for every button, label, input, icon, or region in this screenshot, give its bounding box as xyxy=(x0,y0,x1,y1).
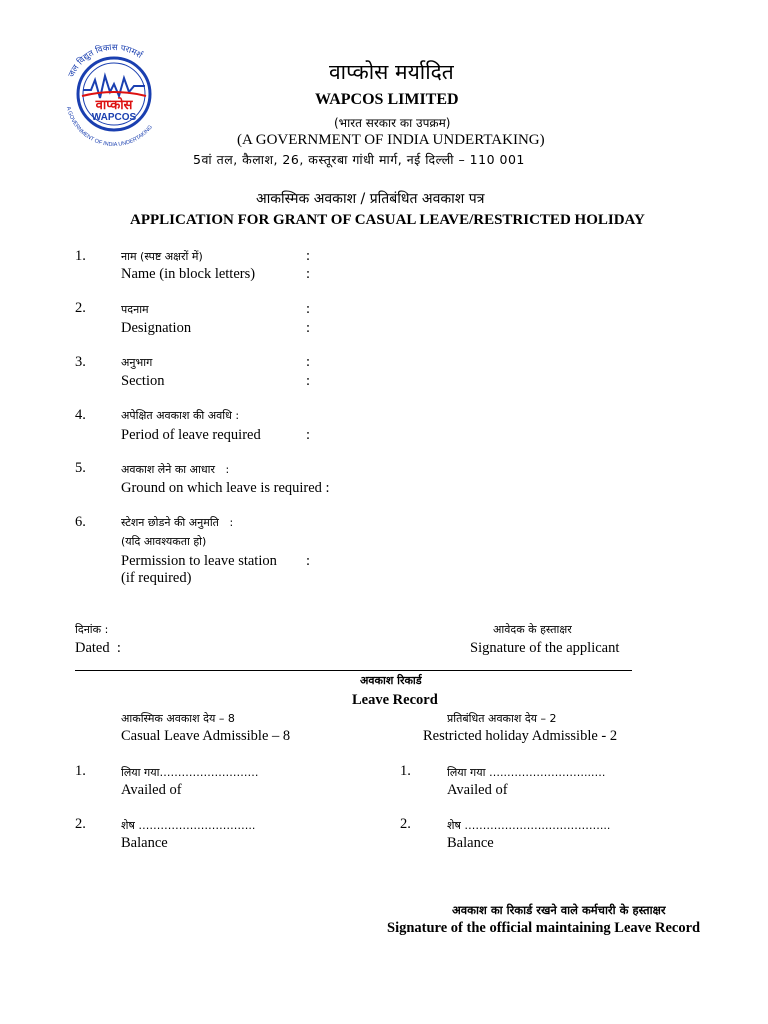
field-colon: : xyxy=(306,266,311,282)
casual-leave-heading: Casual Leave Admissible – 8 xyxy=(121,728,291,744)
field-colon: : xyxy=(306,553,311,569)
casual-balance-hindi: शेष ………………………….. xyxy=(121,819,256,832)
field-label-hindi-note: (यदि आवश्यकता हो) xyxy=(121,535,207,548)
restricted-availed-hindi: लिया गया …..…………………..…. xyxy=(447,766,606,779)
official-signature-hindi: अवकाश का रिकार्ड रखने वाले कर्मचारी के हस्ताक्षर xyxy=(452,903,666,917)
casual-balance-label: Balance xyxy=(121,835,168,851)
field-label-hindi: अनुभाग xyxy=(121,356,153,369)
field-label-ground: Ground on which leave is required : xyxy=(121,480,330,496)
restricted-balance-hindi: शेष ………………….……………... xyxy=(447,819,611,832)
field-label-hindi: स्टेशन छोडने की अनुमति : xyxy=(121,516,234,529)
field-number: 5. xyxy=(75,460,86,476)
org-address: 5वां तल, कैलाश, 26, कस्तूरबा गांधी मार्ग, नई दिल्ली – 110 001 xyxy=(193,152,525,167)
applicant-signature-label: Signature of the applicant xyxy=(470,640,620,656)
logo-top-text: जल विद्युत विकास परामर्श xyxy=(66,42,144,80)
restricted-holiday-heading-hindi: प्रतिबंधित अवकाश देय – 2 xyxy=(447,712,557,725)
org-title-english: WAPCOS LIMITED xyxy=(315,91,459,108)
field-label-permission: Permission to leave station xyxy=(121,553,277,569)
field-label-hindi: अपेक्षित अवकाश की अवधि : xyxy=(121,409,240,422)
wapcos-logo xyxy=(56,36,172,152)
form-heading-english: APPLICATION FOR GRANT OF CASUAL LEAVE/RESTRICTED HOLIDAY xyxy=(130,212,645,228)
item-number: 2. xyxy=(75,816,86,832)
field-colon: : xyxy=(306,427,311,443)
item-number: 1. xyxy=(75,763,86,779)
field-label-permission-note: (if required) xyxy=(121,570,192,586)
logo-bottom-text: A GOVERNMENT OF INDIA UNDERTAKING xyxy=(64,106,154,149)
field-number: 4. xyxy=(75,407,86,423)
restricted-availed-label: Availed of xyxy=(447,782,508,798)
field-number: 2. xyxy=(75,300,86,316)
org-title-hindi: वाप्कोस मर्यादित xyxy=(329,60,454,84)
field-label-hindi: अवकाश लेने का आधार : xyxy=(121,463,230,476)
casual-availed-hindi: लिया गया……………………… xyxy=(121,766,259,779)
restricted-holiday-heading: Restricted holiday Admissible - 2 xyxy=(423,728,618,744)
field-colon: : xyxy=(306,248,311,264)
form-heading-hindi: आकस्मिक अवकाश / प्रतिबंधित अवकाश पत्र xyxy=(256,191,485,207)
casual-availed-label: Availed of xyxy=(121,782,182,798)
field-label-section: Section xyxy=(121,373,165,389)
date-label: Dated : xyxy=(75,640,121,656)
date-label-hindi: दिनांक : xyxy=(75,623,109,636)
field-colon: : xyxy=(306,373,311,389)
field-number: 1. xyxy=(75,248,86,264)
item-number: 1. xyxy=(400,763,411,779)
field-colon: : xyxy=(306,301,311,317)
field-number: 3. xyxy=(75,354,86,370)
field-colon: : xyxy=(306,354,311,370)
leave-record-title: Leave Record xyxy=(352,692,438,708)
applicant-signature-hindi: आवेदक के हस्ताक्षर xyxy=(493,623,572,636)
field-label-period: Period of leave required xyxy=(121,427,261,443)
field-label-name: Name (in block letters) xyxy=(121,266,256,282)
logo-english-text: WAPCOS xyxy=(91,112,137,123)
restricted-balance-label: Balance xyxy=(447,835,494,851)
casual-leave-heading-hindi: आकस्मिक अवकाश देय – 8 xyxy=(121,712,235,725)
org-subtitle-hindi: (भारत सरकार का उपक्रम) xyxy=(334,116,451,130)
divider-line xyxy=(75,670,632,671)
field-number: 6. xyxy=(75,514,86,530)
field-label-designation: Designation xyxy=(121,320,192,336)
logo-hindi-text: वाप्कोस xyxy=(95,98,133,113)
field-label-hindi: पदनाम xyxy=(121,303,149,316)
org-subtitle-english: (A GOVERNMENT OF INDIA UNDERTAKING) xyxy=(237,132,545,148)
item-number: 2. xyxy=(400,816,411,832)
field-label-hindi: नाम (स्पष्ट अक्षरों में) xyxy=(121,250,203,263)
official-signature-label: Signature of the official maintaining Leave Record xyxy=(387,920,701,936)
leave-record-title-hindi: अवकाश रिकार्ड xyxy=(360,674,422,687)
field-colon: : xyxy=(306,320,311,336)
